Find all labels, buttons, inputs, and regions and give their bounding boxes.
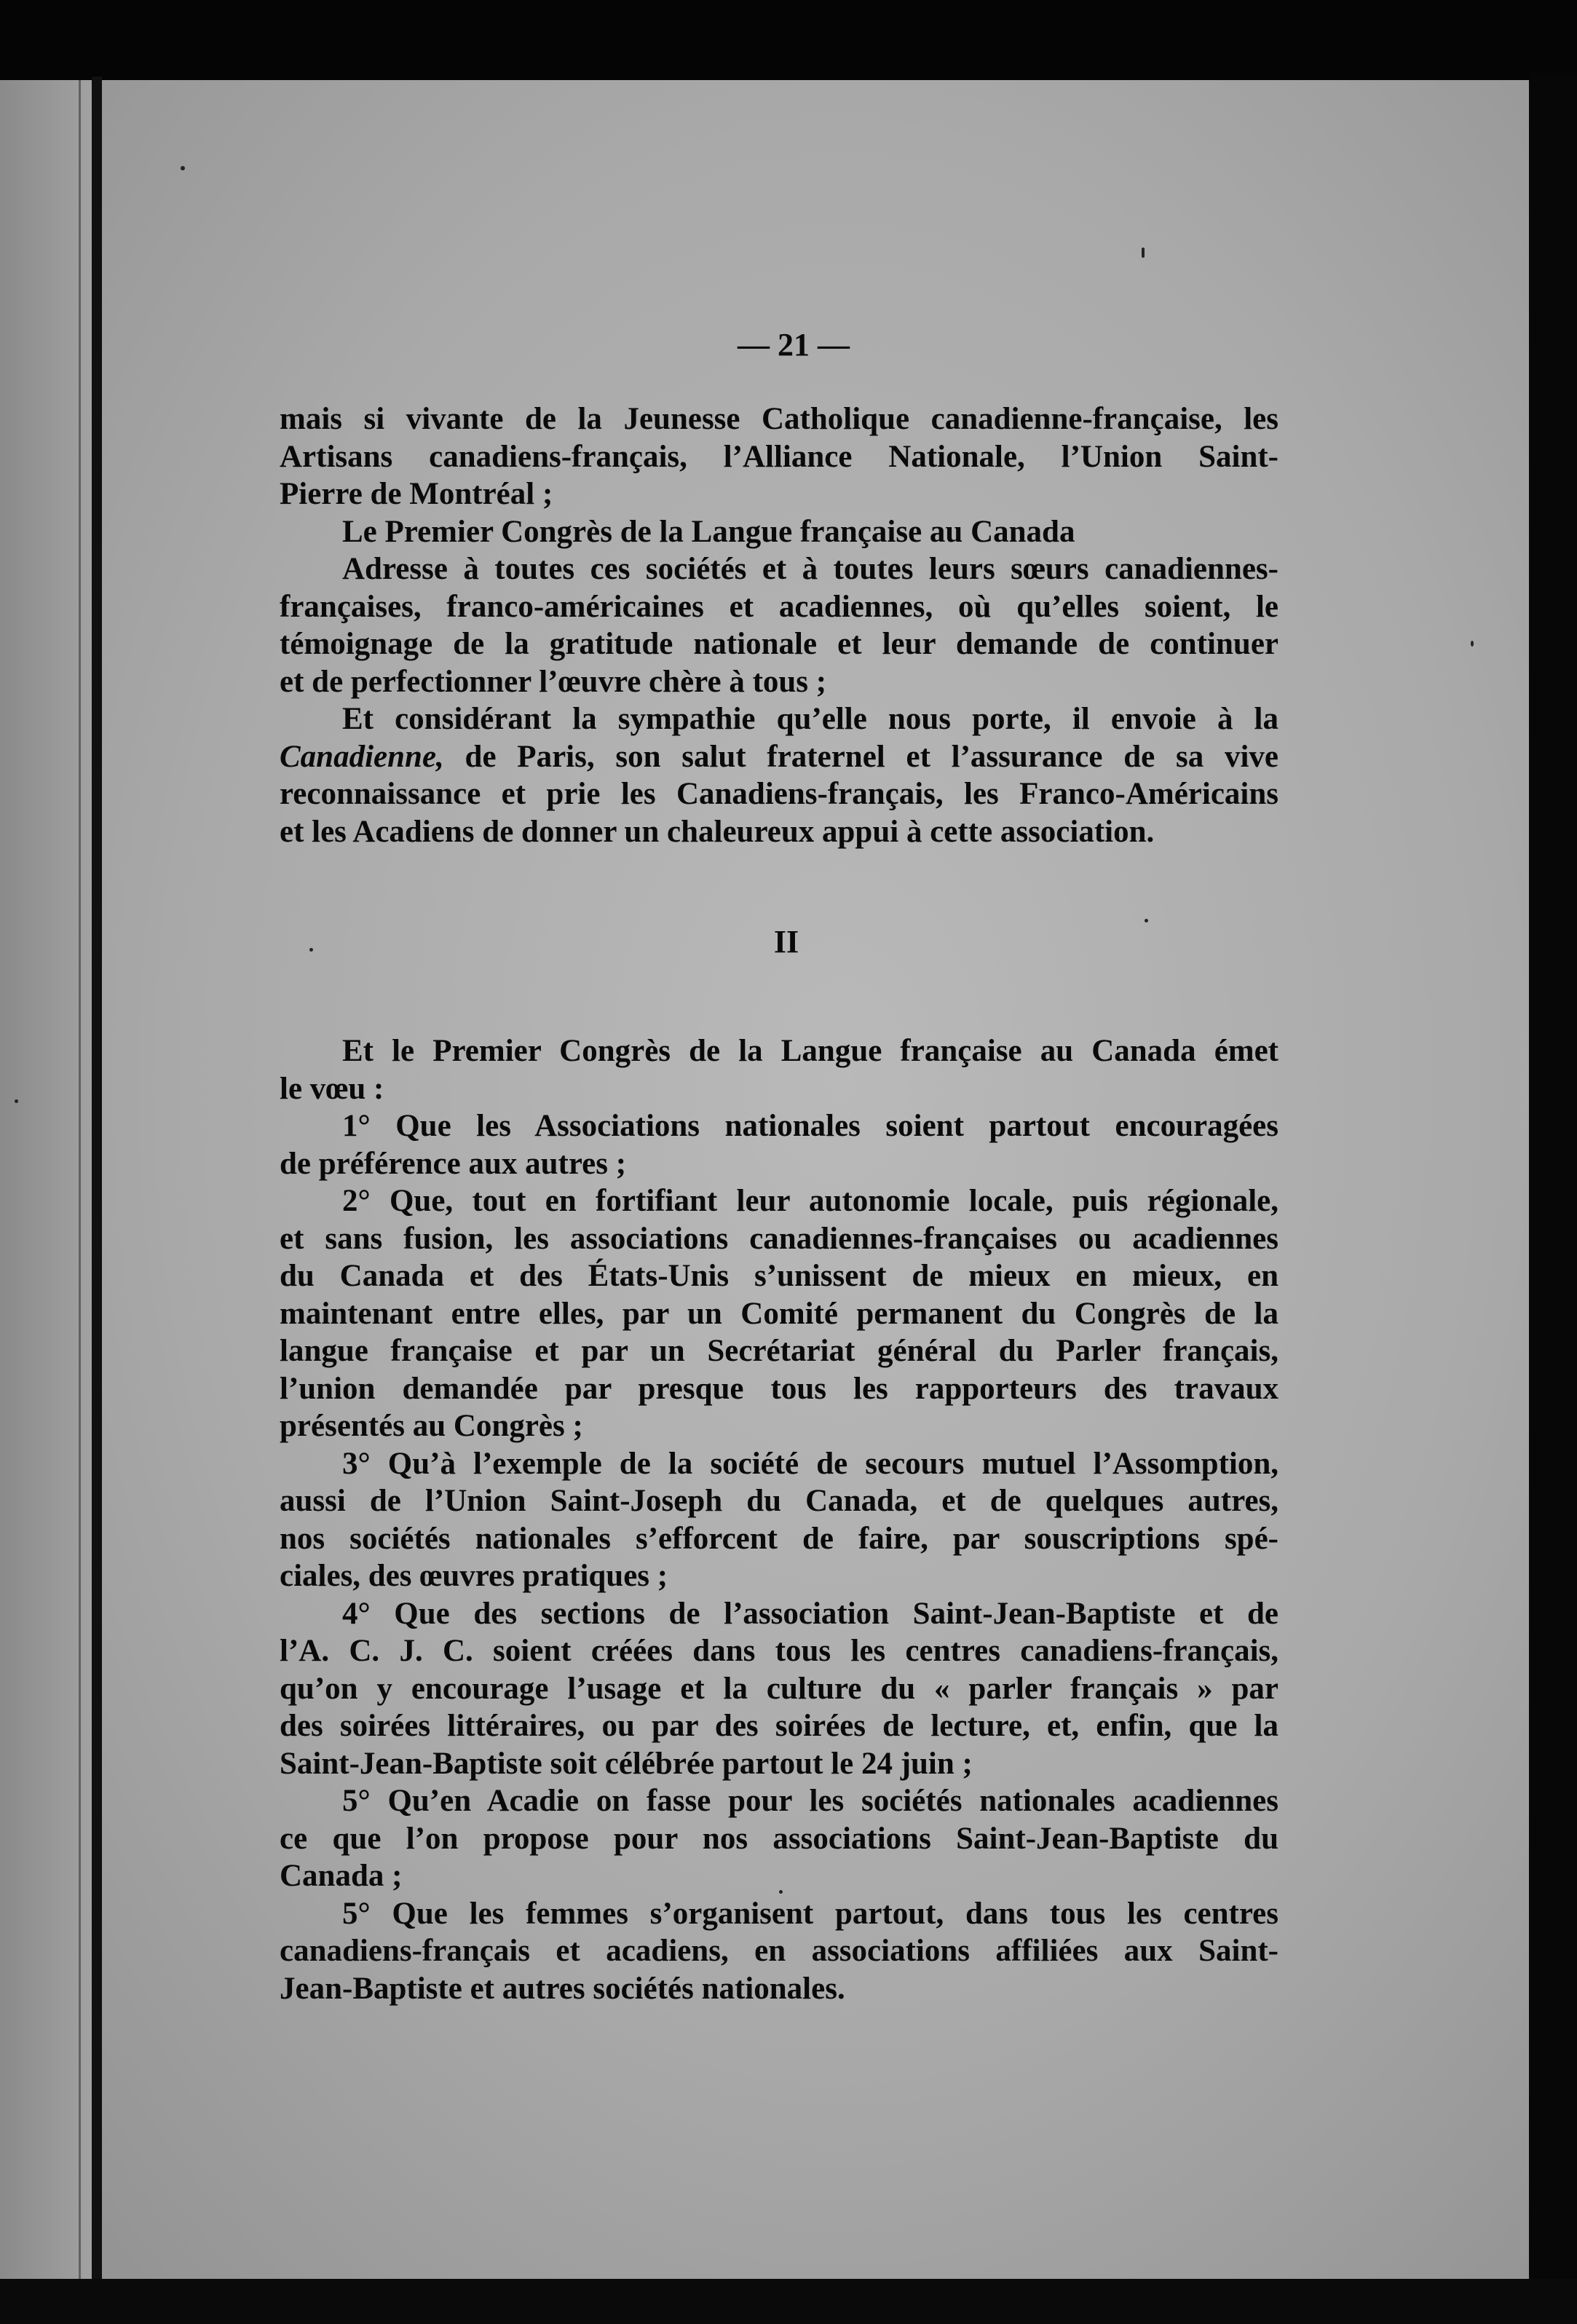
text-line: et sans fusion, les associations canadiennes-françaises ou acadiennes bbox=[280, 1221, 1278, 1256]
text-line: Artisans canadiens-français, l’Alliance Nationale, l’Union Saint- bbox=[280, 439, 1278, 474]
text-line: le vœu : bbox=[280, 1071, 384, 1106]
section-heading: II bbox=[773, 924, 799, 960]
text-line: et de perfectionner l’œuvre chère à tous ; bbox=[280, 664, 827, 699]
gutter-shadow bbox=[79, 80, 81, 2308]
scan-top-border bbox=[0, 0, 1577, 86]
text-line: françaises, franco-américaines et acadiennes, où qu’elles soient, le bbox=[280, 589, 1278, 624]
text-line: de préférence aux autres ; bbox=[280, 1146, 627, 1181]
text-segment: de Paris, son salut fraternel et l’assurance de sa vive bbox=[443, 739, 1278, 774]
text-line: 5° Que les femmes s’organisent partout, dans tous les centres bbox=[342, 1896, 1278, 1931]
scan-bottom-border bbox=[0, 2279, 1577, 2324]
text-line: 4° Que des sections de l’association Saint-Jean-Baptiste et de bbox=[342, 1596, 1278, 1631]
text-line: présentés au Congrès ; bbox=[280, 1409, 583, 1443]
text-line: maintenant entre elles, par un Comité permanent du Congrès de la bbox=[280, 1296, 1278, 1331]
italic-title: Canadienne, bbox=[280, 739, 444, 774]
text-line: 2° Que, tout en fortifiant leur autonomie locale, puis régionale, bbox=[342, 1184, 1278, 1218]
scan-speck bbox=[181, 166, 185, 170]
text-line: Et le Premier Congrès de la Langue française au Canada émet bbox=[342, 1034, 1278, 1068]
text-line: des soirées littéraires, ou par des soirées de lecture, et, enfin, que la bbox=[280, 1709, 1278, 1743]
text-line: Jean-Baptiste et autres sociétés nationales. bbox=[280, 1971, 845, 2006]
text-line: Et considérant la sympathie qu’elle nous porte, il envoie à la bbox=[342, 702, 1278, 736]
text-line: reconnaissance et prie les Canadiens-français, les Franco-Américains bbox=[280, 777, 1278, 811]
scan-speck bbox=[1145, 919, 1148, 922]
scan-speck bbox=[1142, 248, 1145, 258]
text-line: 5° Qu’en Acadie on fasse pour les sociétés nationales acadiennes bbox=[342, 1784, 1278, 1818]
text-line: langue française et par un Secrétariat général du Parler français, bbox=[280, 1334, 1278, 1368]
text-line: Le Premier Congrès de la Langue française au Canada bbox=[342, 514, 1075, 549]
text-line: l’union demandée par presque tous les rapporteurs des travaux bbox=[280, 1371, 1278, 1406]
text-line: Saint-Jean-Baptiste soit célébrée partout le 24 juin ; bbox=[280, 1746, 973, 1781]
text-line: Adresse à toutes ces sociétés et à toutes leurs sœurs canadiennes- bbox=[342, 552, 1278, 586]
text-line: Canada ; bbox=[280, 1859, 403, 1893]
text-line bbox=[280, 738, 1278, 776]
paragraph-block-2 bbox=[280, 1032, 1278, 2007]
scan-speck bbox=[309, 948, 313, 952]
text-line: du Canada et des États-Unis s’unissent de mieux en mieux, en bbox=[280, 1259, 1278, 1293]
binding-line bbox=[92, 76, 102, 2324]
text-line: canadiens-français et acadiens, en associations affiliées aux Saint- bbox=[280, 1934, 1278, 1968]
text-line: mais si vivante de la Jeunesse Catholique canadienne-française, les bbox=[280, 402, 1278, 436]
text-line: et les Acadiens de donner un chaleureux appui à cette association. bbox=[280, 814, 1155, 849]
scan-speck bbox=[1471, 641, 1474, 647]
paragraph-block-1 bbox=[280, 400, 1278, 850]
text-line: témoignage de la gratitude nationale et leur demande de continuer bbox=[280, 627, 1278, 661]
text-line: 3° Qu’à l’exemple de la société de secours mutuel l’Assomption, bbox=[342, 1446, 1278, 1481]
scan-right-border bbox=[1529, 73, 1577, 2324]
text-line: aussi de l’Union Saint-Joseph du Canada, et de quelques autres, bbox=[280, 1484, 1278, 1518]
scan-speck bbox=[15, 1099, 18, 1103]
text-line: ce que l’on propose pour nos associations Saint-Jean-Baptiste du bbox=[280, 1821, 1278, 1856]
page-number: — 21 — bbox=[738, 327, 850, 363]
text-line: 1° Que les Associations nationales soient partout encouragées bbox=[342, 1109, 1278, 1143]
text-line: nos sociétés nationales s’efforcent de faire, par souscriptions spé- bbox=[280, 1521, 1278, 1556]
text-line: ciales, des œuvres pratiques ; bbox=[280, 1559, 668, 1593]
text-line: l’A. C. J. C. soient créées dans tous les centres canadiens-français, bbox=[280, 1634, 1278, 1668]
text-line: Pierre de Montréal ; bbox=[280, 477, 553, 511]
text-line: qu’on y encourage l’usage et la culture du « parler français » par bbox=[280, 1671, 1278, 1706]
